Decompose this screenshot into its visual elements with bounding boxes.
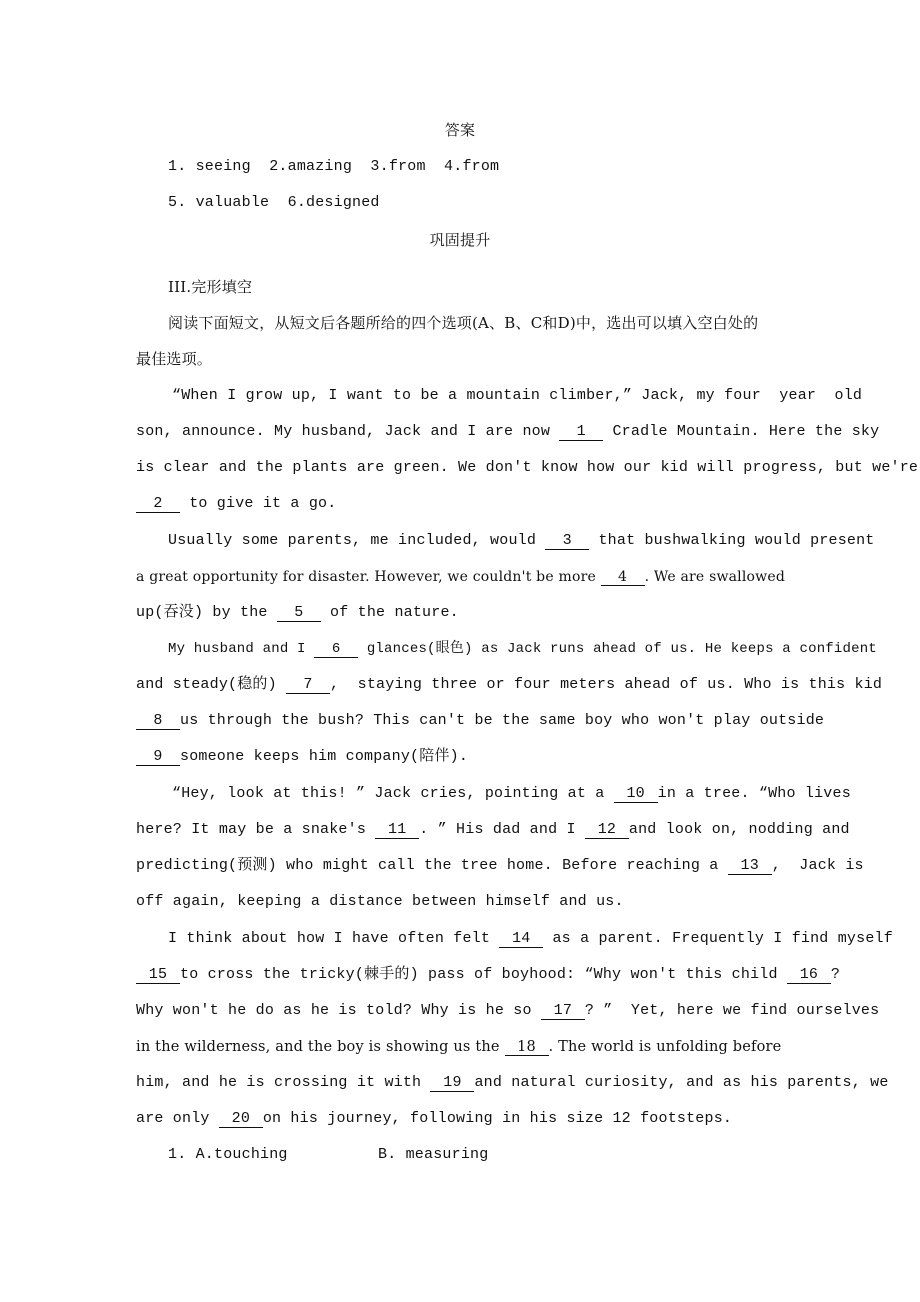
p5-line-1: I think about how I have often felt 14 as a parent. Frequently I find myself (168, 930, 893, 947)
instruction-line-1: 阅读下面短文，从短文后各题所给的四个选项(A、B、C和D)中，选出可以填入空白处的 (168, 314, 759, 332)
p4-line-2: here? It may be a snake's 11 . ” His dad and I 12 and look on, nodding and (136, 821, 850, 838)
blank-10[interactable]: 10 (614, 786, 658, 803)
blank-19[interactable]: 19 (430, 1075, 474, 1092)
blank-16[interactable]: 16 (787, 967, 831, 984)
blank-5[interactable]: 5 (277, 605, 321, 622)
blank-14[interactable]: 14 (499, 931, 543, 948)
p5-line-4: in the wilderness, and the boy is showing us the 18 . The world is unfolding before (136, 1039, 782, 1055)
p1-line-2: son, announce. My husband, Jack and I are now 1 Cradle Mountain. Here the sky (136, 423, 880, 440)
blank-3[interactable]: 3 (545, 533, 589, 550)
p5-line-5: him, and he is crossing it with 19 and natural curiosity, and as his parents, we (136, 1074, 889, 1091)
blank-13[interactable]: 13 (728, 858, 772, 875)
p2-line-2: a great opportunity for disaster. However, we couldn't be more 4 . We are swallowed (136, 569, 785, 585)
p4-line-3: predicting(预测) who might call the tree home. Before reaching a 13 , Jack is (136, 857, 864, 874)
p3-line-1: My husband and I 6 glances(眼色) as Jack runs ahead of us. He keeps a confident (168, 641, 877, 657)
p1-line-3: is clear and the plants are green. We don't know how our kid will progress, but we're (136, 459, 919, 476)
p1-line-4: 2 to give it a go. (136, 494, 336, 514)
p1-line-1: “When I grow up, I want to be a mountain climber,” Jack, my four year old (172, 387, 863, 404)
answer-heading: 答案 (444, 121, 476, 139)
answer-line-1: 1. seeing 2.amazing 3.from 4.from (168, 158, 500, 175)
blank-6[interactable]: 6 (314, 641, 358, 658)
blank-15[interactable]: 15 (136, 967, 180, 984)
p3-line-2: and steady(稳的) 7 , staying three or four meters ahead of us. Who is this kid (136, 676, 883, 693)
answer-line-2: 5. valuable 6.designed (168, 194, 380, 211)
p4-line-1: “Hey, look at this! ” Jack cries, pointing at a 10 in a tree. “Who lives (172, 785, 851, 802)
blank-1[interactable]: 1 (559, 424, 603, 441)
p5-line-3: Why won't he do as he is told? Why is he so 17 ? ” Yet, here we find ourselves (136, 1002, 880, 1019)
blank-7[interactable]: 7 (286, 677, 330, 694)
blank-2[interactable]: 2 (136, 496, 180, 513)
blank-17[interactable]: 17 (541, 1003, 585, 1020)
p5-line-2: 15 to cross the tricky(棘手的) pass of boyhood: “Why won't this child 16 ? (136, 965, 840, 985)
p5-line-6: are only 20 on his journey, following in his size 12 footsteps. (136, 1110, 733, 1127)
question-1-option-a[interactable]: 1. A.touching (168, 1146, 288, 1163)
section-label: III.完形填空 (168, 278, 253, 296)
instruction-line-2: 最佳选项。 (136, 350, 213, 368)
question-1-option-b[interactable]: B. measuring (378, 1146, 489, 1163)
blank-4[interactable]: 4 (601, 569, 645, 586)
blank-9[interactable]: 9 (136, 749, 180, 766)
p3-line-3: 8 us through the bush? This can't be the same boy who won't play outside (136, 711, 824, 731)
p2-line-3: up(吞没) by the 5 of the nature. (136, 604, 459, 621)
blank-12[interactable]: 12 (585, 822, 629, 839)
p3-line-4: 9 someone keeps him company(陪伴). (136, 747, 468, 767)
blank-8[interactable]: 8 (136, 713, 180, 730)
blank-18[interactable]: 18 (505, 1039, 549, 1056)
blank-11[interactable]: 11 (375, 822, 419, 839)
section-title: 巩固提升 (429, 231, 491, 249)
p4-line-4: off again, keeping a distance between himself and us. (136, 893, 624, 910)
p2-line-1: Usually some parents, me included, would 3 that bushwalking would present (168, 532, 875, 549)
blank-20[interactable]: 20 (219, 1111, 263, 1128)
